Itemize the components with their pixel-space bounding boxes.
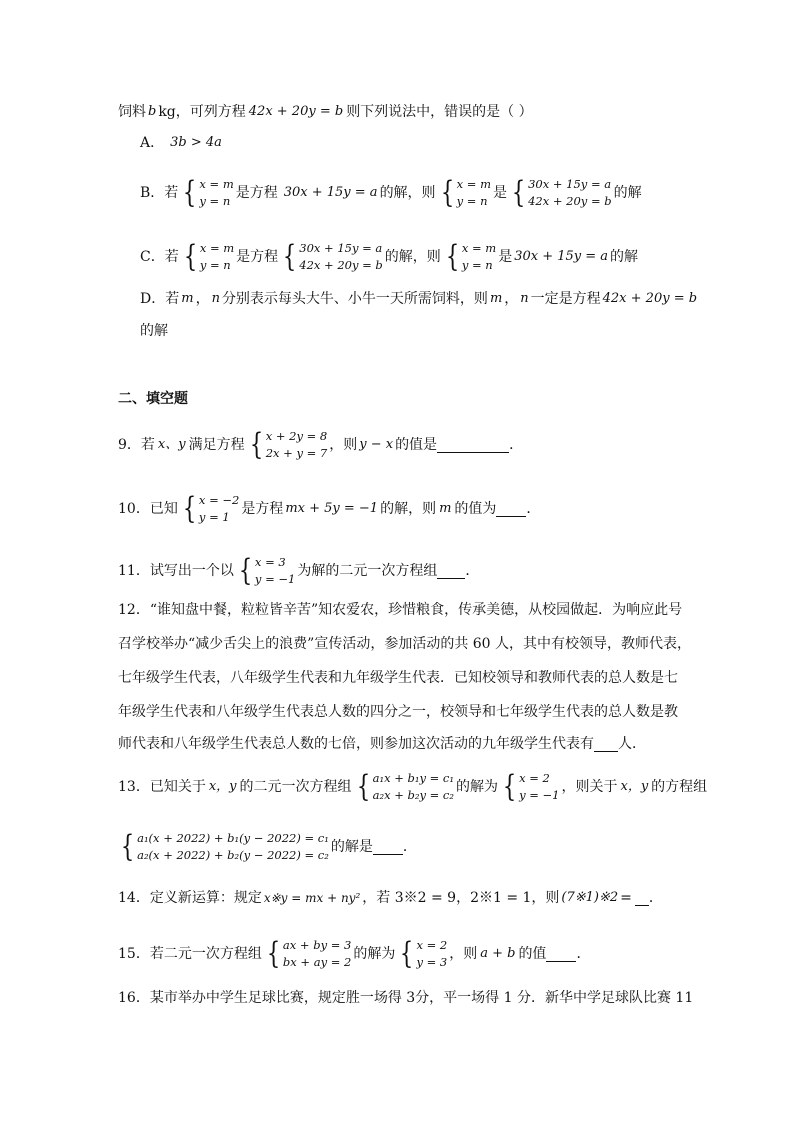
option-b-equation: 30x + 15y = a bbox=[283, 185, 378, 200]
system-row: bx + ay = 2 bbox=[282, 955, 352, 969]
option-d-text: 一定是方程 bbox=[530, 291, 601, 307]
q9-text: 的值是 bbox=[395, 437, 438, 453]
system-row: x = m bbox=[461, 241, 497, 255]
q13-text: 的方程组 bbox=[651, 779, 708, 795]
system-row: 2x + y = 7 bbox=[265, 446, 328, 460]
q9-expression: y − x bbox=[359, 437, 394, 452]
system-row: x = 3 bbox=[254, 555, 286, 569]
q12-line: 年级学生代表和八年级学生代表总人数的四分之一，校领导和七年级学生代表的总人数是教 bbox=[118, 704, 678, 720]
q8-stem-text2: kg，可列方程 bbox=[158, 104, 246, 120]
question-11 bbox=[118, 554, 479, 588]
system-row: 30x + 15y = a bbox=[299, 241, 383, 255]
q11-text: 11．试写出一个以 bbox=[118, 563, 234, 579]
q8-equation: 42x + 20y = b bbox=[248, 104, 344, 119]
q9-text: ． bbox=[509, 437, 524, 453]
equation-system: { x + 2y = 8 2x + y = 7 bbox=[249, 427, 328, 462]
system-row: x = 2 bbox=[519, 771, 550, 785]
option-b-text4: 的解 bbox=[613, 185, 642, 201]
option-d-text: ， bbox=[195, 291, 210, 307]
q8-option-d bbox=[140, 289, 699, 309]
q14-definition: x※y = mx + ny² bbox=[263, 891, 361, 905]
q8-option-a bbox=[140, 133, 222, 153]
question-10 bbox=[118, 492, 540, 526]
system-row: y = 3 bbox=[416, 955, 448, 969]
q10-text: 的解，则 bbox=[380, 501, 437, 517]
system-row: y = 1 bbox=[198, 510, 230, 524]
question-14 bbox=[118, 888, 663, 908]
system-row: y = −1 bbox=[519, 788, 560, 802]
q15-text: 的值 bbox=[518, 946, 547, 962]
q12-line: 12．“谁知盘中餐，粒粒皆辛苦”知农爱农，珍惜粮食，传承美德，从校园做起．为响应此号 bbox=[118, 602, 683, 618]
option-b-text: 是方程 bbox=[235, 185, 278, 201]
equation-system: { x = 3 y = −1 bbox=[238, 553, 296, 588]
equation-system: { 30x + 15y = a 42x + 20y = b bbox=[511, 175, 612, 210]
system-row: x = m bbox=[199, 177, 234, 191]
question-13-cont bbox=[116, 830, 417, 864]
option-b-text3: 是 bbox=[493, 185, 507, 201]
q9-text: 9．若 bbox=[118, 437, 155, 453]
system-row: x = m bbox=[456, 177, 491, 191]
system-row: 30x + 15y = a bbox=[528, 177, 612, 191]
system-row: y = n bbox=[461, 258, 493, 272]
system-row: x + 2y = 8 bbox=[265, 429, 328, 443]
equation-system: { ax + by = 3 bx + ay = 2 bbox=[266, 936, 352, 971]
system-row: ax + by = 3 bbox=[282, 938, 352, 952]
answer-blank[interactable] bbox=[546, 947, 576, 962]
option-a-math: 3b > 4a bbox=[170, 135, 222, 150]
system-row: y = n bbox=[199, 194, 231, 208]
option-d-text: ， bbox=[504, 291, 519, 307]
q13-text: 13．已知关于 bbox=[118, 779, 206, 795]
option-d-text: 分别表示每头大牛、小牛一天所需饲料，则 bbox=[221, 291, 488, 307]
system-row: a₂x + b₂y = c₂ bbox=[372, 788, 454, 802]
q13-text: 的二元一次方程组 bbox=[239, 779, 352, 795]
question-15 bbox=[118, 937, 590, 971]
q8-b-var: b bbox=[148, 104, 157, 119]
option-b-text2: 的解，则 bbox=[379, 185, 436, 201]
option-b-label: B．若 bbox=[140, 185, 179, 201]
system-row: 42x + 20y = b bbox=[528, 194, 612, 208]
answer-blank[interactable] bbox=[594, 737, 618, 752]
option-c-equation: 30x + 15y = a bbox=[514, 249, 609, 264]
equation-system: { x = m y = n bbox=[183, 175, 234, 210]
option-d-var: m bbox=[489, 291, 503, 306]
system-row: y = n bbox=[199, 258, 231, 272]
equation-system: { x = 2 y = 3 bbox=[400, 936, 448, 971]
q9-text: ，则 bbox=[329, 437, 358, 453]
system-row: x = m bbox=[199, 241, 235, 255]
q8-option-d-cont bbox=[140, 321, 168, 341]
q8-option-c bbox=[140, 240, 638, 274]
option-c-label: C．若 bbox=[140, 249, 179, 265]
section-title: 二、填空题 bbox=[118, 391, 188, 407]
q10-text: 是方程 bbox=[241, 501, 284, 517]
q10-equation: mx + 5y = −1 bbox=[285, 501, 379, 516]
equation-system: { x = −2 y = 1 bbox=[182, 491, 240, 526]
equation-system: { x = m y = n bbox=[183, 239, 235, 274]
q14-text: ． bbox=[648, 890, 663, 906]
answer-blank[interactable] bbox=[437, 438, 509, 453]
option-c-text: 是方程 bbox=[236, 249, 279, 265]
equation-system: { a₁(x + 2022) + b₁(y − 2022) = c₁ a₂(x + 2022) + b₂(y − 2022) = c₂ bbox=[120, 829, 329, 864]
q13-text: ． bbox=[402, 839, 417, 855]
question-16: 16．某市举办中学生足球比赛，规定胜一场得 3分，平一场得 1 分．新华中学足球队比赛 11 bbox=[118, 990, 694, 1006]
q10-text: ． bbox=[526, 501, 541, 517]
question-13 bbox=[118, 770, 707, 804]
question-9 bbox=[118, 428, 523, 462]
q14-text: = bbox=[620, 890, 632, 906]
system-row: y = −1 bbox=[254, 572, 296, 586]
equation-system: { x = 2 y = −1 bbox=[502, 769, 560, 804]
option-c-text4: 的解 bbox=[610, 249, 639, 265]
option-a-label: A． bbox=[140, 135, 165, 151]
option-d-equation: 42x + 20y = b bbox=[602, 291, 698, 306]
q12-line: 七年级学生代表，八年级学生代表和九年级学生代表．已知校领导和教师代表的总人数是七 bbox=[118, 670, 678, 686]
system-row: 42x + 20y = b bbox=[299, 258, 383, 272]
equation-system: { a₁x + b₁y = c₁ a₂x + b₂y = c₂ bbox=[356, 769, 454, 804]
answer-blank[interactable] bbox=[496, 502, 526, 517]
q12-text: 人． bbox=[618, 736, 646, 752]
q14-text: 14．定义新运算：规定 bbox=[118, 890, 262, 906]
q9-vars: x、y bbox=[157, 437, 186, 452]
q15-text: 15．若二元一次方程组 bbox=[118, 946, 262, 962]
system-row: x = −2 bbox=[198, 493, 240, 507]
system-row: a₁x + b₁y = c₁ bbox=[372, 771, 454, 785]
q10-text: 10．已知 bbox=[118, 501, 178, 517]
equation-system: { x = m y = n bbox=[440, 175, 491, 210]
q10-text: 的值为 bbox=[454, 501, 497, 517]
q13-vars: x，y bbox=[208, 779, 237, 794]
answer-blank[interactable] bbox=[635, 891, 649, 906]
q13-text: 的解为 bbox=[455, 779, 498, 795]
q14-text: ，若 3※2 = 9，2※1 = 1，则 bbox=[362, 890, 560, 906]
q8-stem-text: 饲料 bbox=[118, 104, 146, 120]
option-d-var: m bbox=[181, 291, 194, 306]
q12-line: 师代表和八年级学生代表总人数的七倍，则参加这次活动的九年级学生代表有 bbox=[118, 736, 594, 752]
q11-text: 为解的二元一次方程组 bbox=[297, 563, 438, 579]
q14-expression: (7※1)※2 bbox=[561, 890, 619, 905]
q15-text: ． bbox=[576, 946, 591, 962]
option-d-var: n bbox=[520, 291, 529, 306]
q9-text: 满足方程 bbox=[188, 437, 245, 453]
option-c-text2: 的解，则 bbox=[384, 249, 441, 265]
system-row: x = 2 bbox=[416, 938, 448, 952]
system-row: a₂(x + 2022) + b₂(y − 2022) = c₂ bbox=[137, 848, 329, 862]
answer-blank[interactable] bbox=[373, 840, 403, 855]
equation-system: { x = m y = n bbox=[445, 239, 497, 274]
option-d-text-end: 的解 bbox=[140, 323, 168, 339]
q10-var: m bbox=[439, 501, 452, 516]
equation-system: { 30x + 15y = a 42x + 20y = b bbox=[283, 239, 383, 274]
q11-text: ． bbox=[465, 563, 480, 579]
option-d-label: D．若 bbox=[140, 291, 180, 307]
system-row: a₁(x + 2022) + b₁(y − 2022) = c₁ bbox=[137, 831, 329, 845]
option-c-text3: 是 bbox=[498, 249, 513, 265]
q15-text: ，则 bbox=[449, 946, 478, 962]
q12-last-line bbox=[118, 734, 646, 754]
q8-stem bbox=[118, 102, 533, 122]
q13-vars: x，y bbox=[620, 779, 649, 794]
q15-expression: a + b bbox=[480, 946, 516, 961]
answer-blank[interactable] bbox=[437, 564, 465, 579]
option-d-var: n bbox=[211, 291, 220, 306]
q13-text: 的解是 bbox=[330, 839, 373, 855]
q8-stem-text3: 则下列说法中，错误的是（ ） bbox=[346, 104, 533, 120]
q13-text: ，则关于 bbox=[561, 779, 618, 795]
system-row: y = n bbox=[456, 194, 488, 208]
q8-option-b bbox=[140, 176, 642, 210]
q15-text: 的解为 bbox=[353, 946, 396, 962]
q12-line: 召学校举办“减少舌尖上的浪费”宣传活动，参加活动的共 60 人，其中有校领导，教师代表， bbox=[118, 636, 692, 652]
